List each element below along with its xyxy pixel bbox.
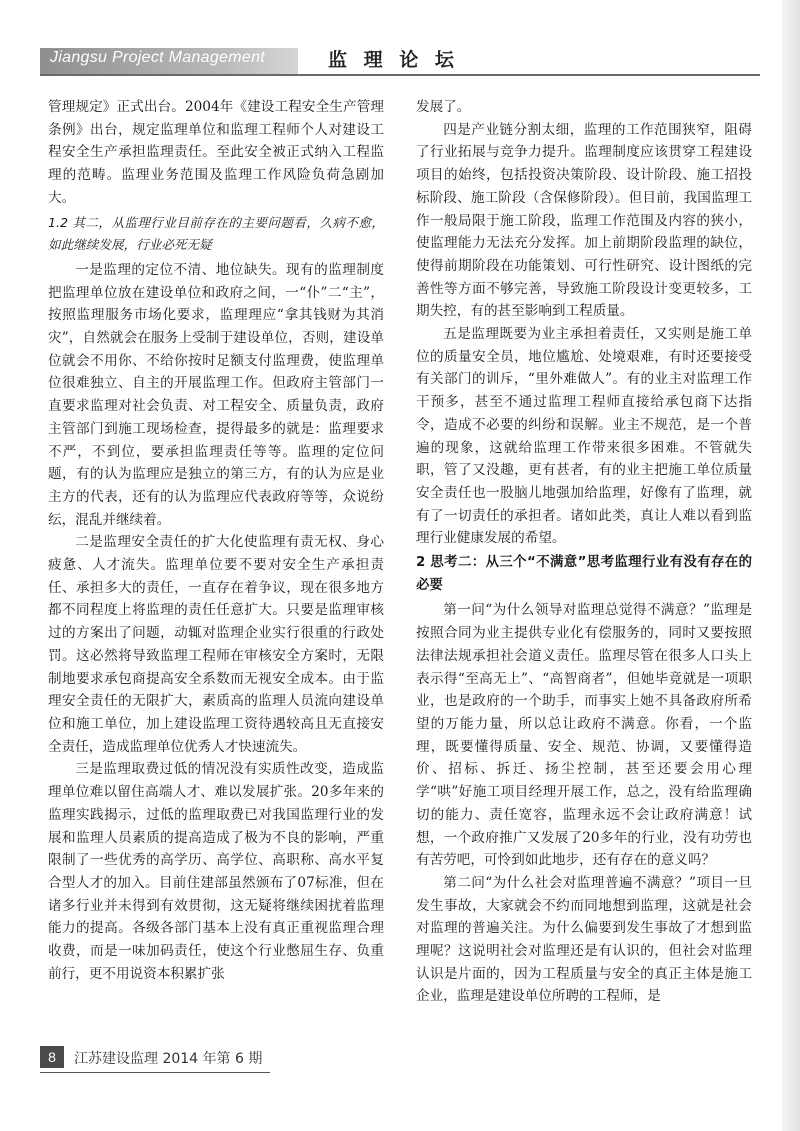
paragraph: 第二问“为什么社会对监理普遍不满意？”项目一旦发生事故，大家就会不约而同地想到监理，这就是社会对监理的普遍关注。为什么偏要到发生事故了才想到监理呢？这说明社会对监理还是有认识的，但社会对监理认识是片面的，因为工程质量与安全的真正主体是施工企业，监理是建设单位所聘的工程师，是 [416,874,752,1005]
paragraph: 三是监理取费过低的情况没有实质性改变，造成监理单位难以留住高端人才、难以发展扩张。20多年来的监理实践揭示，过低的监理取费已对我国监理行业的发展和监理人员素质的提高造成了极为不良的影响，严重限制了一些优秀的高学历、高学位、高职称、高水平复合型人才的加入。目前住建部虽然颁布了07标准，但在诸多行业并未得到有效贯彻，这无疑将继续困扰着监理能力的提高。各级各部门基本上没有真正重视监理合理收费，而是一味加码责任，使这个行业憋屈生存、负重前行，更不用说资本积累扩张 [48,761,384,982]
journal-issue: 江苏建设监理 2014 年第 6 期 [74,1051,263,1067]
section-title: 监 理 论 坛 [328,49,459,71]
paragraph: 一是监理的定位不清、地位缺失。现有的监理制度把监理单位放在建设单位和政府之间，一“仆”二“主”，按照监理服务市场化要求，监理理应“拿其钱财为其消灾”，自然就会在服务上受制于建设单位，否则，建设单位就会不用你、不给你按时足额支付监理费，使监理单位很难独立、自主的开展监理工作。但政府主管部门一直要求监理对社会负责、对工程安全、质量负责，政府主管部门到施工现场检查，提得最多的就是：监理要求不严，不到位，要承担监理责任等等。监理的定位问题，有的认为监理应是独立的第三方，有的认为应是业主方的代表，还有的认为监理应代表政府等等，众说纷纭，混乱并继续着。 [48,261,384,528]
paragraph-continuation: 管理规定》正式出台。2004年《建设工程安全生产管理条例》出台，规定监理单位和监理工程师个人对建设工程安全生产承担监理责任。至此安全被正式纳入工程监理的范畴。监理业务范围及监理工作风险负荷急剧加大。 [48,99,384,206]
paragraph: 第一问“为什么领导对监理总觉得不满意？”监理是按照合同为业主提供专业化有偿服务的，同时又要按照法律法规承担社会道义责任。监理尽管在很多人口头上表示得“至高无上”、“高智商者”，但她毕竟就是一项职业，也是政府的一个助手，而事实上她不具备政府所希望的万能力量，所以总让政府不满意。你看，一个监理，既要懂得质量、安全、规范、协调，又要懂得造价、招标、拆迁、扬尘控制，甚至还要会用心理学“哄”好施工项目经理开展工作，总之，没有给监理确切的能力、责任宽容，监理永远不会让政府满意！试想，一个政府推广又发展了20多年的行业，没有功劳也有苦劳吧，可怜到如此地步，还有存在的意义吗？ [416,602,752,869]
paragraph-continuation: 发展了。 [416,99,471,115]
paragraph: 四是产业链分割太细，监理的工作范围狭窄，阻碍了行业拓展与竞争力提升。监理制度应该贯穿工程建设项目的始终，包括投资决策阶段、设计阶段、施工招投标阶段、施工阶段（含保修阶段）。但目前，我国监理工作一般局限于施工阶段，监理工作范围及内容的狭小，使监理能力无法充分发挥。加上前期阶段监理的缺位，使得前期阶段在功能策划、可行性研究、设计图纸的完善性等方面不够完善，导致施工阶段设计变更较多，工期失控，有的甚至影响到工程质量。 [416,121,752,320]
paragraph: 五是监理既要为业主承担着责任，又实则是施工单位的质量安全员，地位尴尬、处境艰难，有时还要接受有关部门的训斥，“里外难做人”。有的业主对监理工作干预多，甚至不通过监理工程师直接给承包商下达指令，造成不必要的纠纷和误解。业主不规范，是一个普遍的现象，这就给监理工作带来很多困难。不管就失职，管了又没趣，更有甚者，有的业主把施工单位质量安全责任也一股脑儿地强加给监理，好像有了监理，就有了一切责任的承担者。诸如此类，真让人难以看到监理行业健康发展的希望。 [416,326,752,547]
footer-rule [40,1072,270,1073]
journal-english-title: Jiangsu Project Management [50,49,266,66]
scan-edge [782,0,800,1131]
page-number: 8 [40,1046,64,1068]
section-heading: 2 思考二：从三个“不满意”思考监理行业有没有存在的必要 [416,555,752,593]
right-column [416,96,752,1008]
page-header [40,40,760,74]
page-footer [40,1044,300,1070]
subsection-heading: 1.2 其二，从监理行业目前存在的主要问题看，久病不愈，如此继续发展，行业必死无疑 [48,214,384,253]
left-column [48,96,384,985]
paragraph: 二是监理安全责任的扩大化使监理有责无权、身心疲惫、人才流失。监理单位要不要对安全生产承担责任、承担多大的责任，一直存在着争议，现在很多地方都不同程度上将监理的责任任意扩大。只要是监理审核过的方案出了问题，动辄对监理企业实行很重的行政处罚。这必然将导致监理工程师在审核安全方案时，无限制地要求承包商提高安全系数而无视安全成本。由于监理安全责任的无限扩大，素质高的监理人员流向建设单位和施工单位，加上建设监理工资待遇较高且无直接安全责任，造成监理单位优秀人才快速流失。 [48,534,384,755]
header-rule [40,74,760,76]
